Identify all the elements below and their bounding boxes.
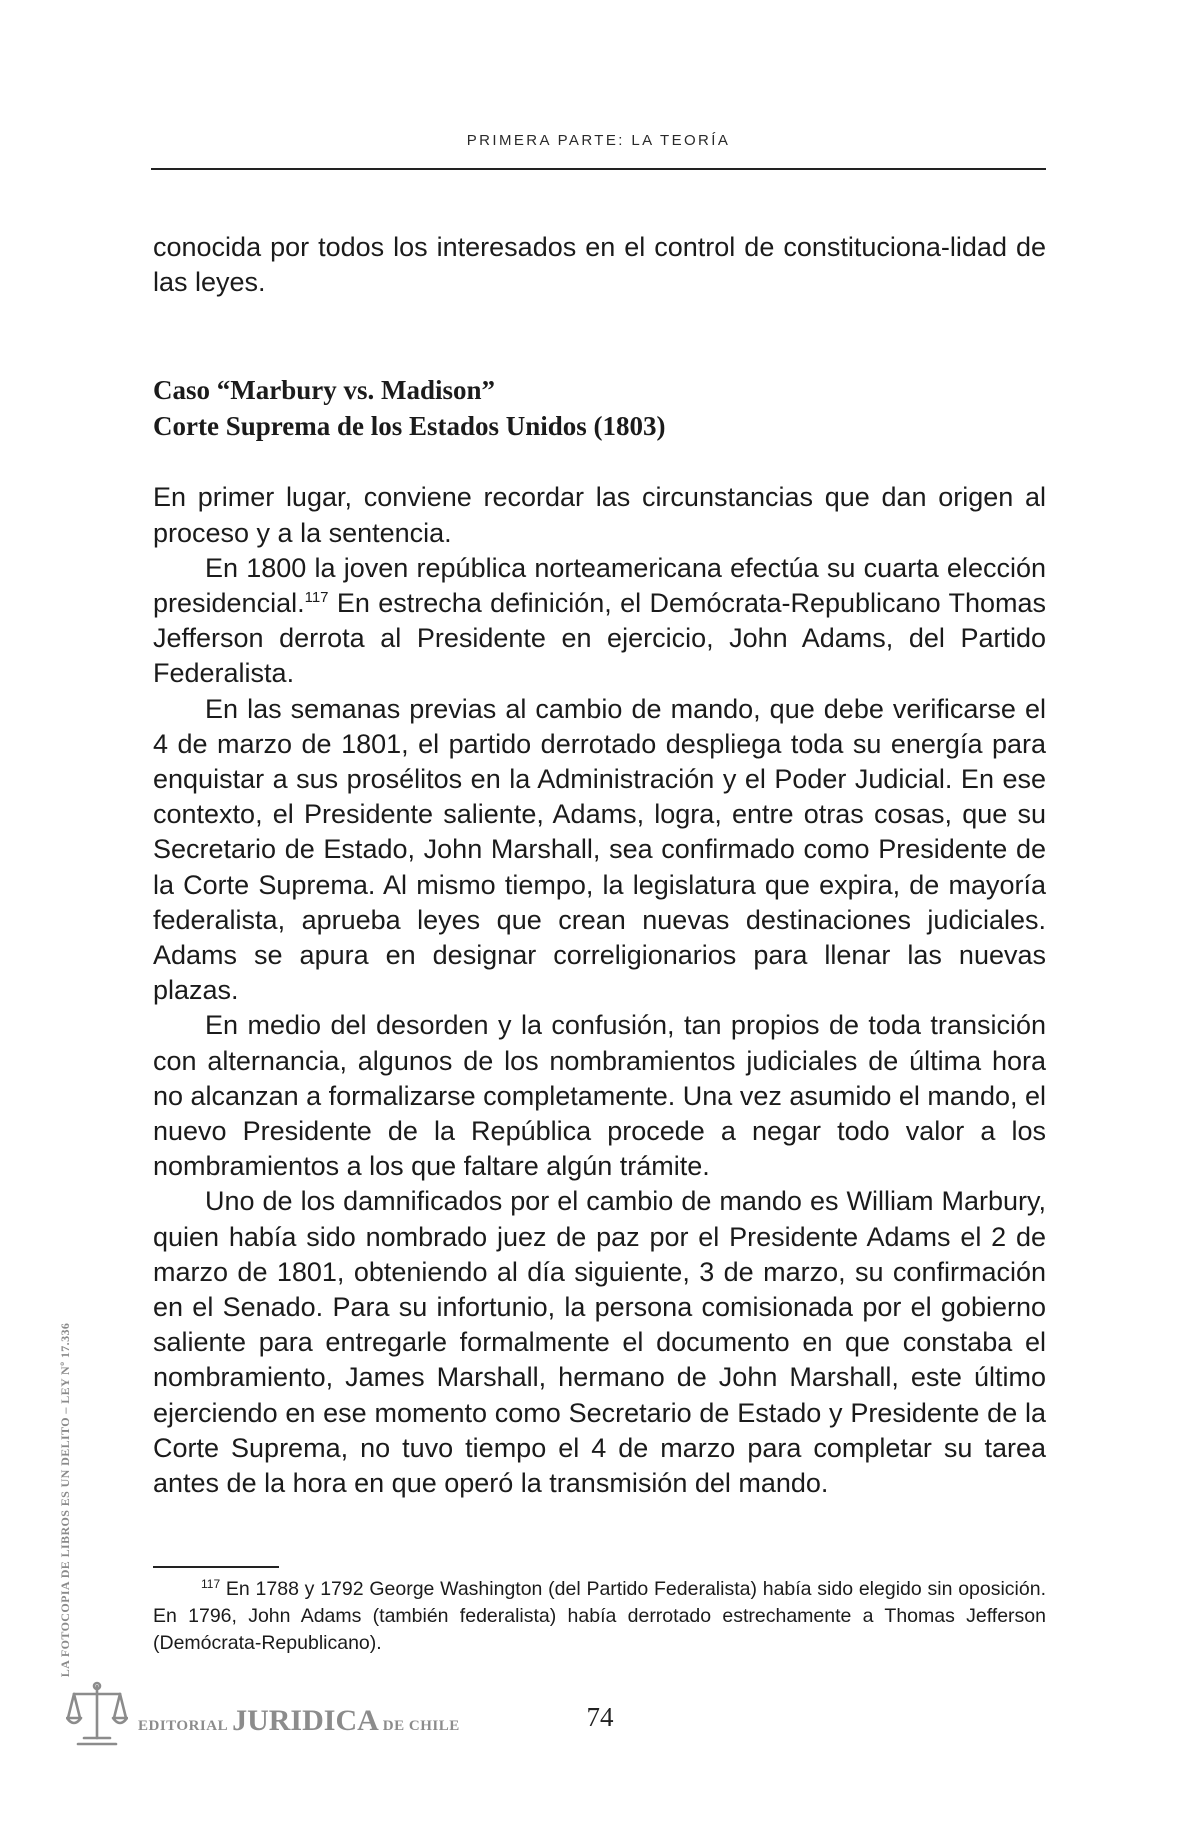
paragraph-2 — [153, 551, 1046, 692]
running-head: PRIMERA PARTE: LA TEORÍA — [466, 132, 731, 149]
footnote-reference[interactable]: 117 — [304, 589, 329, 607]
heading-court-title: Corte Suprema de los Estados Unidos (1803) — [153, 411, 666, 442]
paragraph-3: En las semanas previas al cambio de mando, que debe verificarse el 4 de marzo de 1801, el partido derrotado despliega toda su energía para enquistar a sus prosélitos en la Administración y el Poder Judicial. En ese contexto, el Presidente saliente, Adams, logra, entre otras cosas, que su Secretario de Estado, John Marshall, sea confirmado como Presidente de la Corte Suprema. Al mismo tiempo, la legislatura que expira, de mayoría federalista, aprueba leyes que crean nuevas destinaciones judiciales. Adams se apura en designar correligionarios para llenar las nuevas plazas. — [153, 693, 1046, 1006]
footnote-text: En 1788 y 1792 George Washington (del Partido Federalista) había sido elegido sin oposición. En 1796, John Adams (también federalista) había derrotado estrechamente a Thomas Jefferson (Demócrata-Republicano). — [153, 1578, 1046, 1654]
footnote — [153, 1576, 1046, 1657]
footnote-mark: 117 — [201, 1577, 221, 1591]
publisher-name — [138, 1704, 460, 1738]
body-text — [153, 230, 1046, 1501]
paragraph-1: En primer lugar, conviene recordar las circunstancias que dan origen al proceso y a la sentencia. — [153, 482, 1046, 548]
heading-case-title: Caso “Marbury vs. Madison” — [153, 375, 496, 406]
copyright-notice: LA FOTOCOPIA DE LIBROS ES UN DELITO – LEY Nº 17.336 — [58, 1322, 72, 1678]
paragraph-2-text-b: En estrecha definición, el Demócrata-Republicano Thomas Jefferson derrota al Presidente en ejercicio, John Adams, del Partido Federalista. — [153, 588, 1046, 689]
header-rule — [151, 168, 1046, 170]
section-heading — [153, 372, 1046, 444]
paragraph-4: En medio del desorden y la confusión, tan propios de toda transición con alternancia, algunos de los nombramientos judiciales de última hora no alcanzan a formalizarse completamente. Una vez asumido el mando, el nuevo Presidente de la República procede a negar todo valor a los nombramientos a los que faltare algún trámite. — [153, 1010, 1046, 1182]
paragraph-2-text-a: En 1800 la joven república norteamericana efectúa su cuarta elección presidencial. — [153, 552, 1046, 619]
paragraph-5: Uno de los damnificados por el cambio de mando es William Marbury, quien había sido nombrado juez de paz por el Presidente Adams el 2 de marzo de 1801, obteniendo al día siguiente, 3 de marzo, su confirmación en el Senado. Para su infortunio, la persona comisionada por el gobierno saliente para entregarle formalmente el documento en que constaba el nombramiento, James Marshall, hermano de John Marshall, este último ejerciendo en ese momento como Secretario de Estado y Presidente de la Corte Suprema, no tuvo tiempo el 4 de marzo para completar su tarea antes de la hora en que operó la transmisión del mando. — [153, 1186, 1046, 1499]
publisher-word-juridica: JURIDICA — [232, 1704, 379, 1737]
paragraph-continuation: conocida por todos los interesados en el control de constituciona-lidad de las leyes. — [153, 232, 1046, 298]
page-number: 74 — [586, 1702, 614, 1732]
publisher-word-editorial: EDITORIAL — [138, 1718, 229, 1734]
footnote-rule — [153, 1566, 279, 1568]
publisher-word-de-chile: DE CHILE — [382, 1718, 460, 1734]
scales-of-justice-icon — [66, 1680, 128, 1750]
